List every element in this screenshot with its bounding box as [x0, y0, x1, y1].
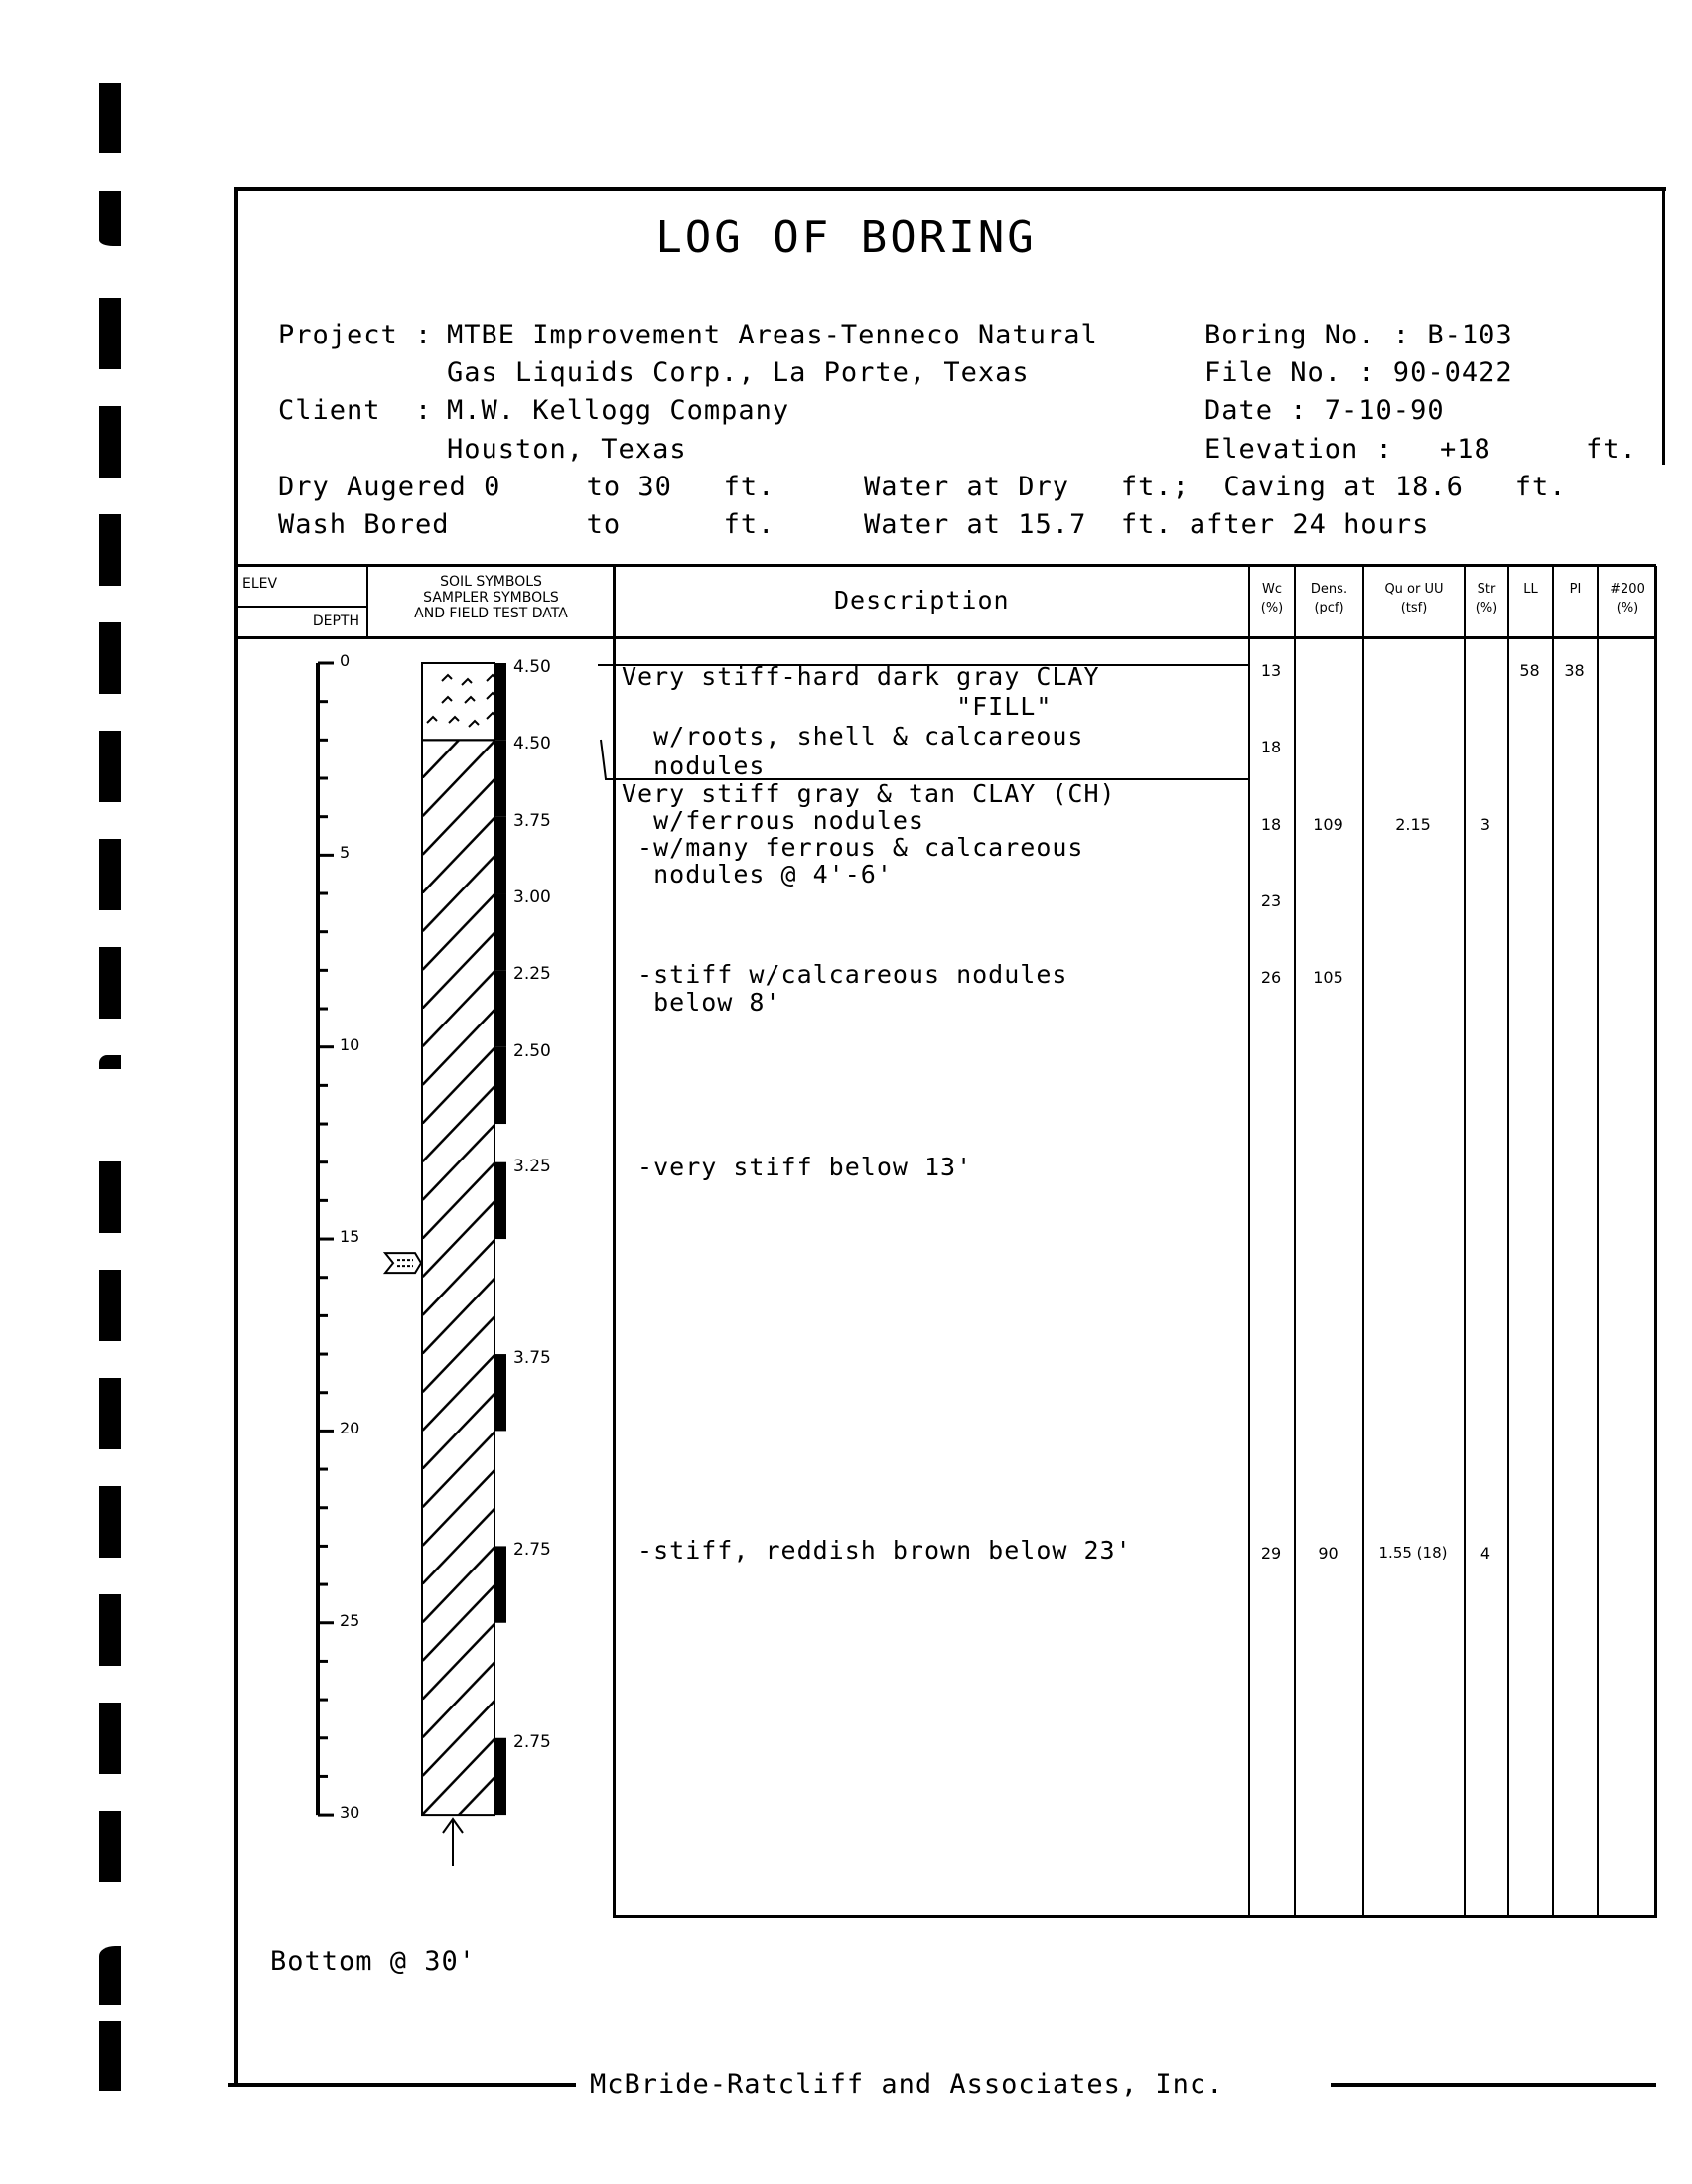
pocket-penetrometer-value: 2.50	[513, 1040, 551, 1061]
depth-tick-label: 25	[340, 1610, 360, 1630]
sampler-bar	[494, 1738, 506, 1815]
lab-value-wc: 13	[1260, 661, 1282, 680]
project-name-line2: Gas Liquids Corp., La Porte, Texas	[447, 357, 1030, 388]
col-header-line: Qu or UU	[1384, 582, 1444, 597]
client-name-line1: M.W. Kellogg Company	[447, 395, 790, 426]
sampler-bar	[494, 817, 506, 893]
sampler-bar	[494, 740, 506, 816]
description-line: below 8'	[622, 988, 781, 1018]
sampler-bar	[494, 970, 506, 1046]
sampler-bar	[494, 1162, 506, 1239]
lab-value-dens: 90	[1318, 1544, 1339, 1564]
lab-value-wc: 18	[1260, 814, 1282, 834]
description-line: -very stiff below 13'	[622, 1152, 973, 1181]
water-caving-info: Water at Dry ft.; Caving at 18.6 ft.	[864, 472, 1567, 502]
sampler-bar	[494, 893, 506, 970]
col-header-line: (%)	[1616, 601, 1639, 615]
stratum-clay-ch	[422, 740, 494, 1815]
soil-symbols-header-line: SAMPLER SYMBOLS	[423, 590, 559, 606]
depth-tick-label: 5	[340, 843, 351, 863]
elevation-unit: ft.	[1586, 434, 1637, 465]
lab-value-wc: 18	[1260, 738, 1282, 757]
depth-scale	[318, 663, 334, 1815]
lab-value-wc: 26	[1260, 968, 1282, 988]
pocket-penetrometer-value: 2.75	[513, 1540, 551, 1561]
lab-value-str: 4	[1480, 1544, 1491, 1564]
file-number: File No. : 90-0422	[1204, 357, 1513, 388]
company-footer: McBride-Ratcliff and Associates, Inc.	[590, 2069, 1224, 2100]
description-line: -stiff w/calcareous nodules	[622, 960, 1068, 990]
lab-value-ll: 58	[1519, 661, 1540, 680]
elevation-label: Elevation :	[1204, 434, 1393, 465]
soil-symbols-header-line: SOIL SYMBOLS	[440, 574, 542, 590]
water-level-marker	[385, 1253, 421, 1273]
lab-value-pi: 38	[1564, 661, 1585, 680]
pocket-penetrometer-value: 2.75	[513, 1731, 551, 1752]
elevation-value: +18	[1440, 434, 1491, 465]
soil-symbols-header-line: AND FIELD TEST DATA	[414, 606, 568, 621]
client-label: Client :	[278, 395, 433, 426]
dry-augered-range: Dry Augered 0 to 30 ft.	[278, 472, 776, 502]
col-header-line: (%)	[1475, 601, 1498, 615]
lab-value-qu: 1.55 (18)	[1378, 1544, 1448, 1563]
description-line: w/roots, shell & calcareous	[622, 722, 1084, 751]
description-line: Very stiff gray & tan CLAY (CH)	[622, 779, 1116, 808]
lab-value-qu: 2.15	[1395, 814, 1431, 834]
description-line: nodules	[622, 751, 766, 780]
lab-value-wc: 23	[1260, 891, 1282, 911]
water-level-icon	[385, 1253, 421, 1273]
boring-date: Date : 7-10-90	[1204, 395, 1445, 426]
lab-value-wc: 29	[1260, 1544, 1282, 1564]
description-line: -stiff, reddish brown below 23'	[622, 1536, 1132, 1566]
description-line: -w/many ferrous & calcareous	[622, 833, 1084, 862]
col-header-line: (%)	[1260, 601, 1284, 615]
samples	[494, 663, 506, 1815]
lab-value-dens: 105	[1313, 968, 1343, 988]
description-header: Description	[834, 586, 1010, 614]
sampler-bar	[494, 1546, 506, 1622]
depth-tick-label: 0	[340, 651, 351, 670]
client-name-line2: Houston, Texas	[447, 434, 687, 465]
col-header-line: Dens.	[1310, 582, 1348, 597]
col-header-line: (pcf)	[1314, 601, 1344, 615]
depth-tick-label: 10	[340, 1034, 360, 1054]
col-header-line: LL	[1523, 582, 1538, 597]
project-label: Project :	[278, 320, 433, 350]
col-header-line: (tsf)	[1400, 601, 1428, 615]
strata	[422, 663, 496, 1815]
description-line: w/ferrous nodules	[622, 806, 924, 835]
stratum-fill	[422, 663, 494, 740]
pocket-penetrometer-value: 4.50	[513, 734, 551, 754]
depth-tick-label: 15	[340, 1227, 360, 1247]
sampler-bar	[494, 663, 506, 740]
col-header-line: Str	[1477, 582, 1496, 597]
water-after-24h: Water at 15.7 ft. after 24 hours	[864, 509, 1430, 540]
page-title: LOG OF BORING	[655, 212, 1037, 263]
elev-header: ELEV	[242, 576, 278, 592]
sampler-bar	[494, 1047, 506, 1124]
depth-tick-label: 30	[340, 1803, 360, 1823]
col-header-line: PI	[1569, 582, 1582, 597]
description-line: "FILL"	[622, 692, 1053, 721]
sampler-bar	[494, 1354, 506, 1431]
project-name-line1: MTBE Improvement Areas-Tenneco Natural	[447, 320, 1098, 350]
description-line: Very stiff-hard dark gray CLAY	[622, 662, 1100, 691]
depth-tick-label: 20	[340, 1419, 360, 1438]
pocket-penetrometer-value: 3.75	[513, 810, 551, 831]
bottom-note: Bottom @ 30'	[270, 1946, 477, 1977]
lab-value-dens: 109	[1313, 814, 1343, 834]
depth-header: DEPTH	[312, 614, 359, 629]
description-line: nodules @ 4'-6'	[622, 860, 893, 888]
lab-value-str: 3	[1480, 814, 1491, 834]
pocket-penetrometer-value: 4.50	[513, 657, 551, 677]
pocket-penetrometer-value: 3.75	[513, 1348, 551, 1369]
col-header-line: Wc	[1261, 582, 1282, 597]
col-header-line: #200	[1610, 582, 1645, 597]
pocket-penetrometer-value: 3.25	[513, 1156, 551, 1176]
pocket-penetrometer-value: 3.00	[513, 887, 551, 908]
wash-bored-range: Wash Bored to ft.	[278, 509, 776, 540]
boring-number: Boring No. : B-103	[1204, 320, 1513, 350]
pocket-penetrometer-value: 2.25	[513, 964, 551, 985]
